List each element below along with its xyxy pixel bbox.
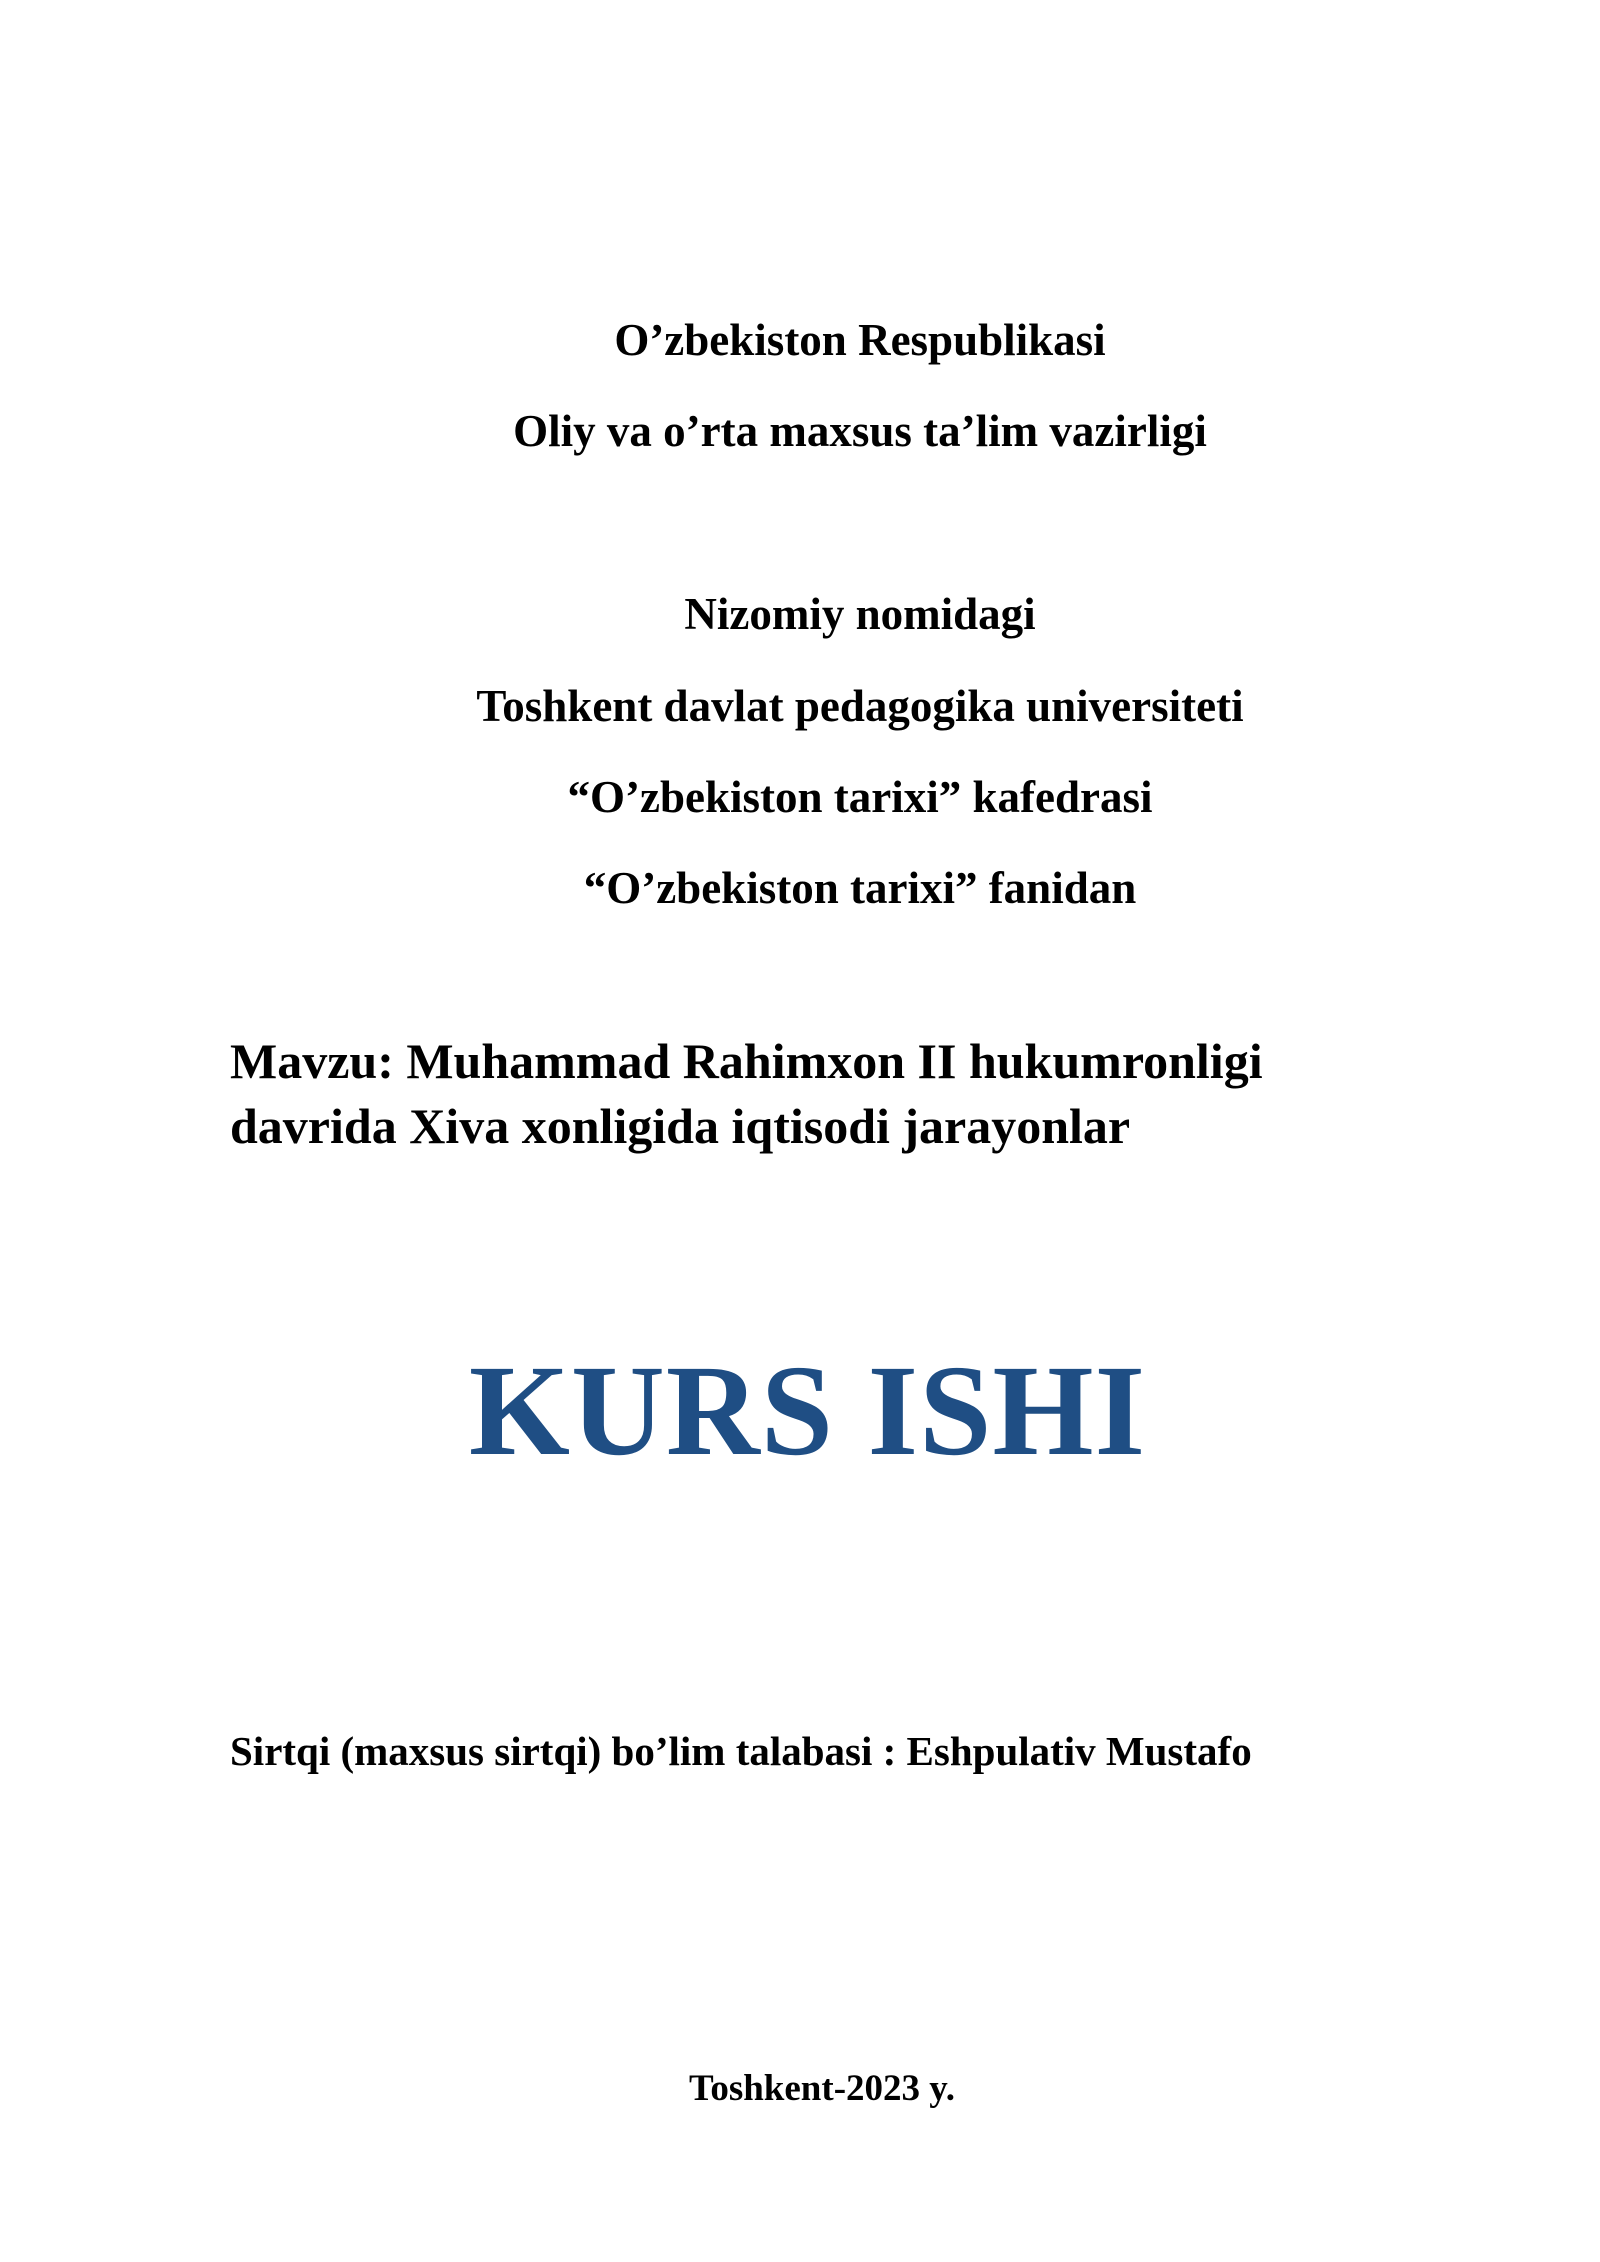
student-info: Sirtqi (maxsus sirtqi) bo’lim talabasi : Eshpulativ Mustafo bbox=[230, 1728, 1252, 1774]
republic-name: O’zbekiston Respublikasi bbox=[614, 315, 1106, 365]
ministry-name: Oliy va o’rta maxsus ta’lim vazirligi bbox=[513, 406, 1207, 456]
work-type-title: KURS ISHI bbox=[468, 1339, 1147, 1483]
department-name: “O’zbekiston tarixi” kafedrasi bbox=[567, 772, 1153, 822]
named-after: Nizomiy nomidagi bbox=[684, 589, 1036, 639]
topic-line-2: davrida Xiva xonligida iqtisodi jarayonlar bbox=[230, 1098, 1131, 1154]
university-name: Toshkent davlat pedagogika universiteti bbox=[476, 681, 1244, 731]
subject-name: “O’zbekiston tarixi” fanidan bbox=[583, 863, 1137, 913]
topic-line-1: Mavzu: Muhammad Rahimxon II hukumronligi bbox=[230, 1033, 1263, 1089]
city-year: Toshkent-2023 y. bbox=[689, 2068, 955, 2109]
